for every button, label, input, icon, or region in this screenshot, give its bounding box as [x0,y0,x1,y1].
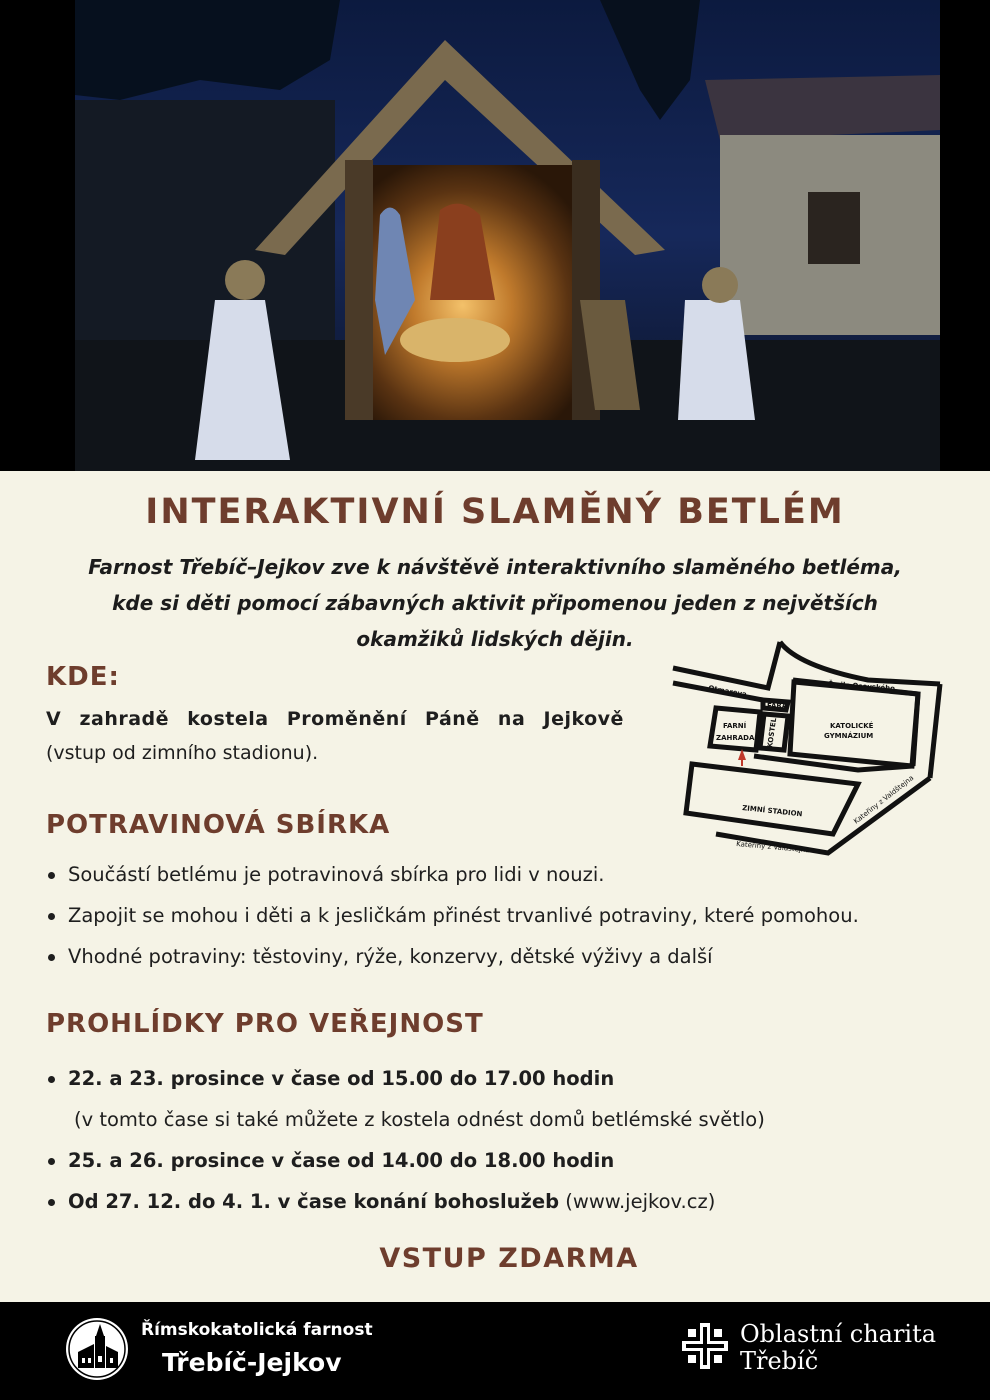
map-label-gymnazium: GYMNÁZIUM [824,732,874,740]
item3-link-note: (www.jejkov.cz) [559,1190,716,1213]
intro-line-2: kde si děti pomocí zábavných aktivit připomenou jeden z největších [112,591,878,615]
map-label-kateriny-right: Kateřiny z Valdštejna [852,773,916,826]
kde-word: Jejkově [543,708,624,730]
map-label-zimni: ZIMNÍ STADION [741,804,803,819]
list-item: Zapojit se mohou i děti a k jesličkám přinést trvanlivé potraviny, které pomohou. [46,895,859,936]
sbirka-heading: POTRAVINOVÁ SBÍRKA [46,810,391,840]
kde-heading: KDE: [46,662,120,692]
map-label-zahrada: ZAHRADA [716,734,755,742]
location-map [668,638,948,863]
kde-word: V [46,708,62,730]
charita-name-line1: Oblastní charita [740,1320,937,1348]
kde-address [46,708,624,730]
list-item: 22. a 23. prosince v čase od 15.00 do 17.00 hodin [46,1058,765,1099]
kde-entrance-note: (vstup od zimního stadionu). [46,742,319,764]
intro-line-1: Farnost Třebíč–Jejkov zve k návštěvě interaktivního slaměného betléma, [88,555,902,579]
charita-name-line2: Třebíč [740,1347,819,1375]
kde-word: Proměnění [286,708,407,730]
map-label-smila: Šmila Osovského [827,680,896,693]
nativity-photo [0,0,990,471]
prohlidky-heading: PROHLÍDKY PRO VEŘEJNOST [46,1009,484,1039]
church-logo-icon [64,1316,130,1382]
farnost-name-line2: Třebíč-Jejkov [162,1348,342,1377]
kde-word: zahradě [79,708,170,730]
sbirka-list [46,854,859,977]
footer [0,1302,990,1400]
map-label-kostel: KOSTEL [766,717,779,749]
page-title: INTERAKTIVNÍ SLAMĚNÝ BETLÉM [145,492,845,532]
item3-bold: Od 27. 12. do 4. 1. v čase konání bohoslužeb [68,1190,560,1213]
map-label-farni: FARNÍ [723,722,747,730]
list-item: Vhodné potraviny: těstoviny, rýže, konzervy, dětské výživy a další [46,936,859,977]
kde-word: na [497,708,526,730]
prohlidky-list [46,1058,765,1222]
intro-line-3: okamžiků lidských dějin. [356,627,634,651]
map-label-fara: FARA [767,702,788,710]
list-item: 25. a 26. prosince v čase od 14.00 do 18.00 hodin [46,1140,765,1181]
list-item [46,1181,765,1222]
kde-word: kostela [187,708,269,730]
map-label-otmarova: Otmarova [707,684,748,699]
list-item-note: (v tomto čase si také můžete z kostela odnést domů betlémské světlo) [74,1108,765,1131]
farnost-name-line1: Římskokatolická farnost [141,1320,373,1340]
charita-cross-icon [680,1321,730,1371]
free-entry: VSTUP ZDARMA [379,1243,639,1274]
map-label-katolicke: KATOLICKÉ [830,722,874,730]
list-item: Součástí betlému je potravinová sbírka pro lidi v nouzi. [46,854,859,895]
map-label-kateriny-bottom: Kateřiny z Valdštejna [735,840,810,855]
kde-word: Páně [425,708,480,730]
